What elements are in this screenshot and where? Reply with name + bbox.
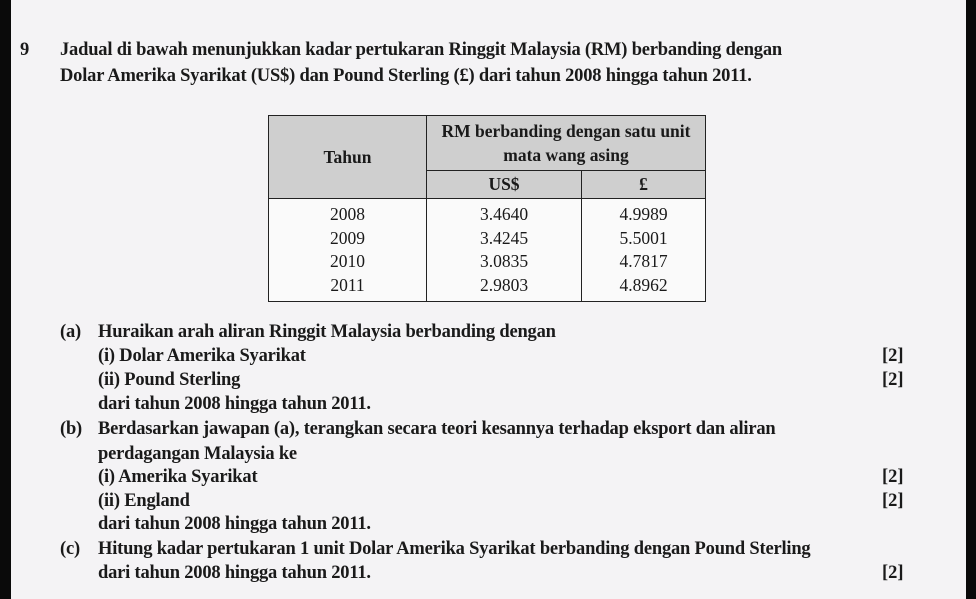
part-b-i: (i) Amerika Syarikat [98,467,258,487]
question-number: 9 [20,40,30,60]
cell-usd: 3.0835 [427,250,582,274]
part-a-tail: dari tahun 2008 hingga tahun 2011. [98,394,371,414]
question-intro-line2: Dolar Amerika Syarikat (US$) dan Pound Sterling (£) dari tahun 2008 hingga tahun 2011. [60,66,752,86]
part-a-label: (a) [60,322,81,342]
part-b-ii: (ii) England [98,491,190,511]
photo-edge-left [0,0,11,599]
cell-year: 2010 [269,250,427,274]
part-a-ii: (ii) Pound Sterling [98,370,241,390]
photo-edge-right [966,0,976,599]
table-row [269,274,706,302]
part-c-text1: Hitung kadar pertukaran 1 unit Dolar Amerika Syarikat berbanding dengan Pound Sterling [98,539,811,559]
part-b-label: (b) [60,419,83,439]
table-row [269,227,706,251]
cell-gbp: 4.7817 [582,250,706,274]
question-intro-line1: Jadual di bawah menunjukkan kadar pertukaran Ringgit Malaysia (RM) berbanding dengan [60,40,782,60]
part-a-ii-mark: [2] [882,370,904,390]
part-b-ii-mark: [2] [882,491,904,511]
cell-year: 2008 [269,199,427,227]
cell-usd: 2.9803 [427,274,582,302]
header-usd: US$ [427,171,582,199]
cell-gbp: 5.5001 [582,227,706,251]
cell-gbp: 4.8962 [582,274,706,302]
table-row [269,250,706,274]
part-b-i-mark: [2] [882,467,904,487]
cell-usd: 3.4245 [427,227,582,251]
exchange-rate-table [268,115,706,302]
header-group: RM berbanding dengan satu unit mata wang asing [427,116,706,171]
part-c-text2: dari tahun 2008 hingga tahun 2011. [98,563,371,583]
part-b-tail: dari tahun 2008 hingga tahun 2011. [98,514,371,534]
part-c-label: (c) [60,539,80,559]
part-a-text: Huraikan arah aliran Ringgit Malaysia berbanding dengan [98,322,556,342]
table-row [269,199,706,227]
part-a-i: (i) Dolar Amerika Syarikat [98,346,306,366]
cell-usd: 3.4640 [427,199,582,227]
cell-year: 2011 [269,274,427,302]
part-b-text2: perdagangan Malaysia ke [98,444,297,464]
cell-year: 2009 [269,227,427,251]
header-year: Tahun [269,116,427,199]
part-a-i-mark: [2] [882,346,904,366]
part-c-mark: [2] [882,563,904,583]
cell-gbp: 4.9989 [582,199,706,227]
part-b-text1: Berdasarkan jawapan (a), terangkan secara teori kesannya terhadap eksport dan aliran [98,419,776,439]
header-gbp: £ [582,171,706,199]
